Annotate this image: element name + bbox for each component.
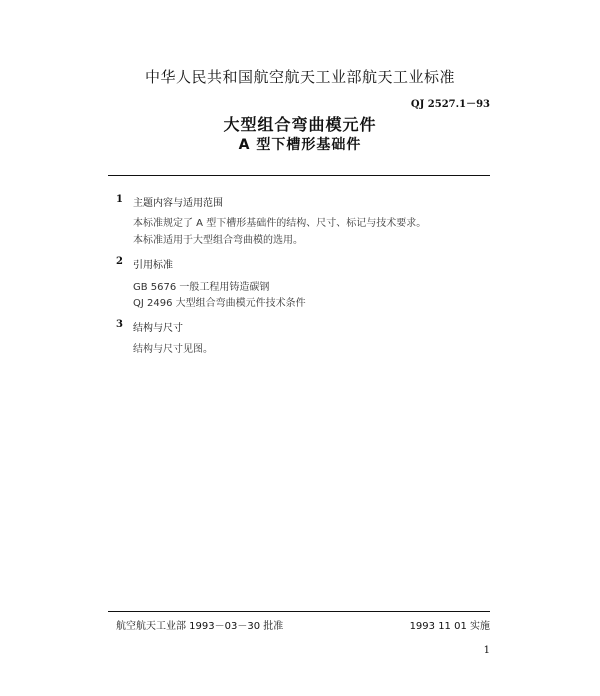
document-subtitle: A 型下槽形基础件 [238, 137, 362, 153]
section-heading: 主题内容与适用范围 [133, 198, 223, 209]
header-divider [108, 175, 490, 176]
section-body-line: 本标准适用于大型组合弯曲模的选用。 [133, 235, 303, 246]
section-heading: 结构与尺寸 [133, 323, 183, 334]
implementation-line: 1993 11 01 实施 [409, 621, 490, 632]
page-number: 1 [483, 645, 490, 656]
approval-line: 航空航天工业部 1993－03－30 批准 [116, 621, 284, 632]
footer-divider [108, 611, 490, 612]
section-number: 3 [116, 319, 123, 330]
section-body-line: GB 5676 一般工程用铸造碳钢 [133, 282, 270, 293]
section-heading: 引用标准 [133, 260, 173, 271]
standard-number: QJ 2527.1－93 [410, 99, 490, 110]
section-body-line: 结构与尺寸见图。 [133, 344, 213, 355]
document-title: 大型组合弯曲模元件 [223, 115, 377, 134]
section-body-line: QJ 2496 大型组合弯曲模元件技术条件 [133, 298, 306, 309]
organization-standard-heading: 中华人民共和国航空航天工业部航天工业标准 [144, 68, 455, 86]
section-number: 1 [116, 194, 123, 205]
section-body-line: 本标准规定了 A 型下槽形基础件的结构、尺寸、标记与技术要求。 [133, 218, 427, 229]
section-number: 2 [116, 256, 123, 267]
